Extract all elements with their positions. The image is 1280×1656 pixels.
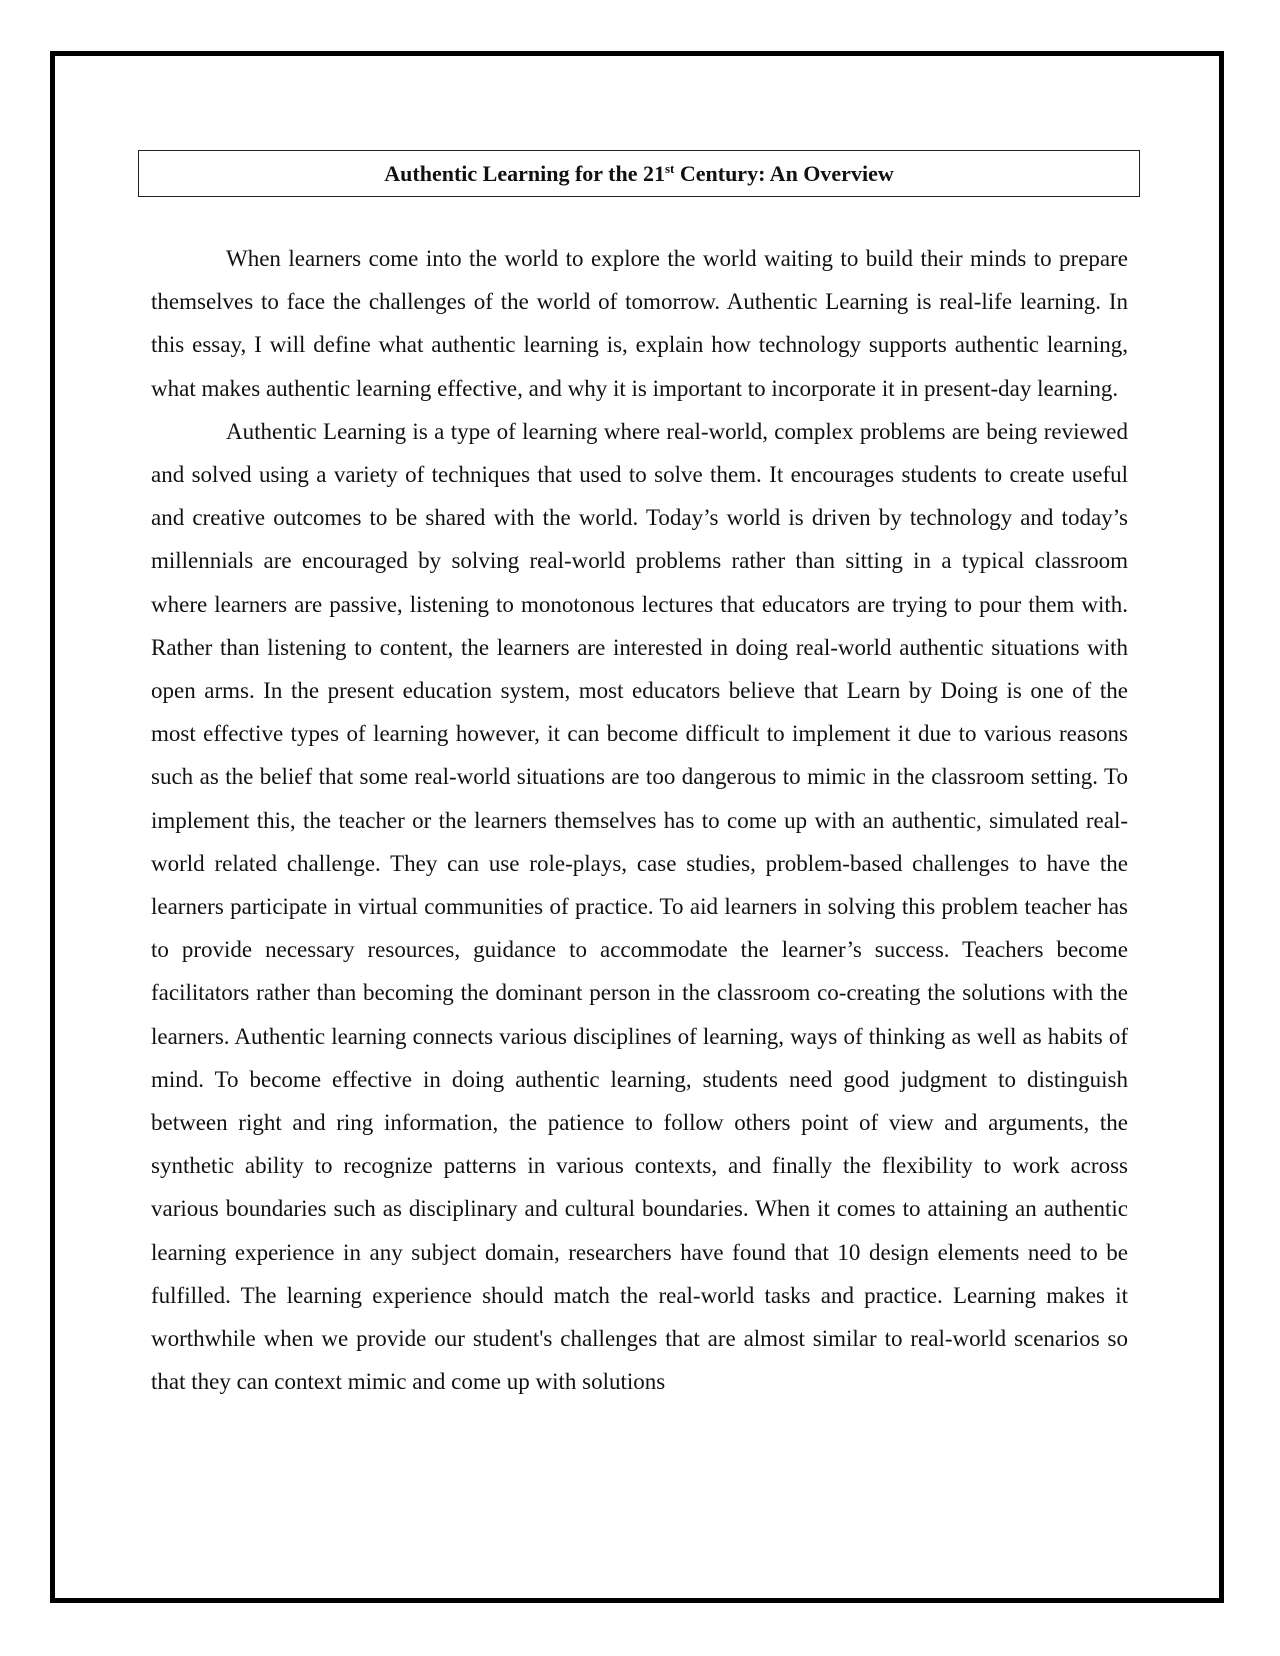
title-superscript: st: [664, 160, 675, 176]
title-box: [138, 150, 1140, 197]
paragraph-intro: When learners come into the world to explore the world waiting to build their minds to prepare themselves to face the challenges of the world of tomorrow. Authentic Learning is real-life learning. In this essay, I will define what authentic learning is, explain how technology supports authentic learning, what makes authentic learning effective, and why it is important to incorporate it in present-day learning.: [151, 246, 1128, 401]
title-prefix: Authentic Learning for the 21: [384, 160, 665, 186]
page-title: [384, 160, 894, 186]
essay-body: [151, 237, 1128, 1403]
paragraph-definition: Authentic Learning is a type of learning where real-world, complex problems are being reviewed and solved using a variety of techniques that used to solve them. It encourages students to create useful and creative outcomes to be shared with the world. Today’s world is driven by technology and today’s millennials are encouraged by solving real-world problems rather than sitting in a typical classroom where learners are passive, listening to monotonous lectures that educators are trying to pour them with. Rather than listening to content, the learners are interested in doing real-world authentic situations with open arms. In the present education system, most educators believe that Learn by Doing is one of the most effective types of learning however, it can become difficult to implement it due to various reasons such as the belief that some real-world situations are too dangerous to mimic in the classroom setting. To implement this, the teacher or the learners themselves has to come up with an authentic, simulated real-world related challenge. They can use role-plays, case studies, problem-based challenges to have the learners participate in virtual communities of practice. To aid learners in solving this problem teacher has to provide necessary resources, guidance to accommodate the learner’s success. Teachers become facilitators rather than becoming the dominant person in the classroom co-creating the solutions with the learners. Authentic learning connects various disciplines of learning, ways of thinking as well as habits of mind. To become effective in doing authentic learning, students need good judgment to distinguish between right and ring information, the patience to follow others point of view and arguments, the synthetic ability to recognize patterns in various contexts, and finally the flexibility to work across various boundaries such as disciplinary and cultural boundaries. When it comes to attaining an authentic learning experience in any subject domain, researchers have found that 10 design elements need to be fulfilled. The learning experience should match the real-world tasks and practice. Learning makes it worthwhile when we provide our student's challenges that are almost similar to real-world scenarios so that they can context mimic and come up with solutions: [151, 418, 1128, 1395]
title-suffix: Century: An Overview: [674, 160, 894, 186]
